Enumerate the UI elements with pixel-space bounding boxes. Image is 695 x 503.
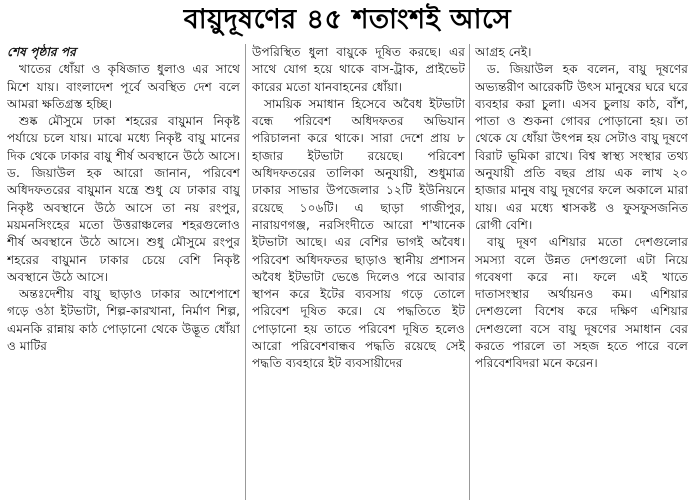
paragraph: খাতের ধোঁয়া ও কৃষিজাত ধুলাও এর সাথে মিশে যায়। বাংলাদেশ পূর্বে অবস্থিত দেশ বলে আমরা ক্ষতিগ্রস্ত হচ্ছি। <box>7 62 240 111</box>
column-divider <box>469 44 470 500</box>
headline: বায়ুদূষণের ৪৫ শতাংশই আসে <box>183 4 512 35</box>
paragraph: অন্তঃদেশীয় বায়ু ছাড়াও ঢাকার আশেপাশে গড়ে ওঠা ইটভাটা, শিল্প-কারখানা, নির্মাণ শিল্প, এমনকি রান্নায় কাঠ পোড়ানো থেকে উদ্ভূত ধোঁয়া ও মাটির <box>7 287 240 354</box>
continued-from-label: শেষ পৃষ্ঠার পর <box>7 45 76 59</box>
article-column-2 <box>252 44 465 500</box>
article-column-1 <box>7 44 240 500</box>
paragraph: সাময়িক সমাধান হিসেবে অবৈধ ইটভাটা বন্ধে পরিবেশ অধিদফতর অভিযান পরিচালনা করে থাকে। সারা দেশে প্রায় ৮ হাজার ইটভাটা রয়েছে। পরিবেশ অধিদফতরের তালিকা অনুযায়ী, শুধুমাত্র ঢাকার সাভার উপজেলার ১২টি ইউনিয়নে রয়েছে ১০৬টি। এ ছাড়া গাজীপুর, নারায়ণগঞ্জ, নরসিংদীতে আরো শ'খানেক ইটভাটা আছে। এর বেশির ভাগই অবৈধ। পরিবেশ অধিদফতর ছাড়াও স্থানীয় প্রশাসন অবৈধ ইটভাটা ভেঙে দিলেও পরে আবার স্থাপন করে ইটের ব্যবসায় গড়ে তোলে পরিবেশ দূষিত করে। যে পদ্ধতিতে ইট পোড়ানো হয় তাতে পরিবেশ দূষিত হলেও আরো পরিবেশবান্ধব পদ্ধতি রয়েছে সেই পদ্ধতি ব্যবহারে ইট ব্যবসায়ীদের <box>252 96 465 371</box>
paragraph: আগ্রহ নেই। <box>475 45 532 59</box>
paragraph: বায়ু দূষণ এশিয়ার মতো দেশগুলোর সমস্যা বলে উন্নত দেশগুলো এটা নিয়ে গবেষণা করে না। ফলে এই খাতে দাতাসংস্থার অর্থায়নও কম। এশিয়ার দেশগুলো বিশেষ করে দক্ষিণ এশিয়ার দেশগুলো বসে বায়ু দূষণের সমাধান বের করতে পারলে তা সহজ হতে পারে বলে পরিবেশবিদরা মনে করেন। <box>475 235 688 371</box>
column-divider <box>245 44 246 500</box>
paragraph: শুষ্ক মৌসুমে ঢাকা শহরের বায়ুমান নিকৃষ্ট পর্যায়ে চলে যায়। মাঝে মধ্যে নিকৃষ্ট বায়ু মানের দিক থেকে ঢাকার বায়ু শীর্ষ অবস্থানে উঠে আসে। ড. জিয়াউল হক আরো জানান, পরিবেশ অধিদফতরের বায়ুমান যন্ত্রে শুধু যে ঢাকার বায়ু নিকৃষ্ট অবস্থানে উঠে আসে তা নয় রংপুর, ময়মনসিংহের মতো উত্তরাঞ্চলের শহরগুলোও শীর্ষ অবস্থানে উঠে আসে। শুধু মৌসুমে রংপুর শহরের বায়ুমান ঢাকার চেয়ে বেশি নিকৃষ্ট অবস্থানে উঠে আসে। <box>7 114 240 284</box>
paragraph: ড. জিয়াউল হক বলেন, বায়ু দূষণের অভ্যন্তরীণ আরেকটি উৎস মানুষের ঘরে ঘরে ব্যবহার করা চুলা। এসব চুলায় কাঠ, বাঁশ, পাতা ও শুকনা গোবর পোড়ানো হয়। তা থেকে যে ধোঁয়া উৎপন্ন হয় সেটাও বায়ু দূষণে বিরাট ভূমিকা রাখে। বিশ্ব স্বাস্থ্য সংস্থার তথ্য অনুযায়ী প্রতি বছর প্রায় এক লাখ ২০ হাজার মানুষ বায়ু দূষণের ফলে অকালে মারা যায়। এর মধ্যে শ্বাসকষ্ট ও ফুসফুসজনিত রোগী বেশি। <box>475 62 688 232</box>
paragraph: উপরিস্থিত ধুলা বায়ুকে দূষিত করছে। এর সাথে যোগ হয়ে থাকে বাস-ট্রাক, প্রাইভেট কারের মতো যানবাহনের ধোঁয়া। <box>252 45 465 94</box>
article-column-3 <box>475 44 688 500</box>
